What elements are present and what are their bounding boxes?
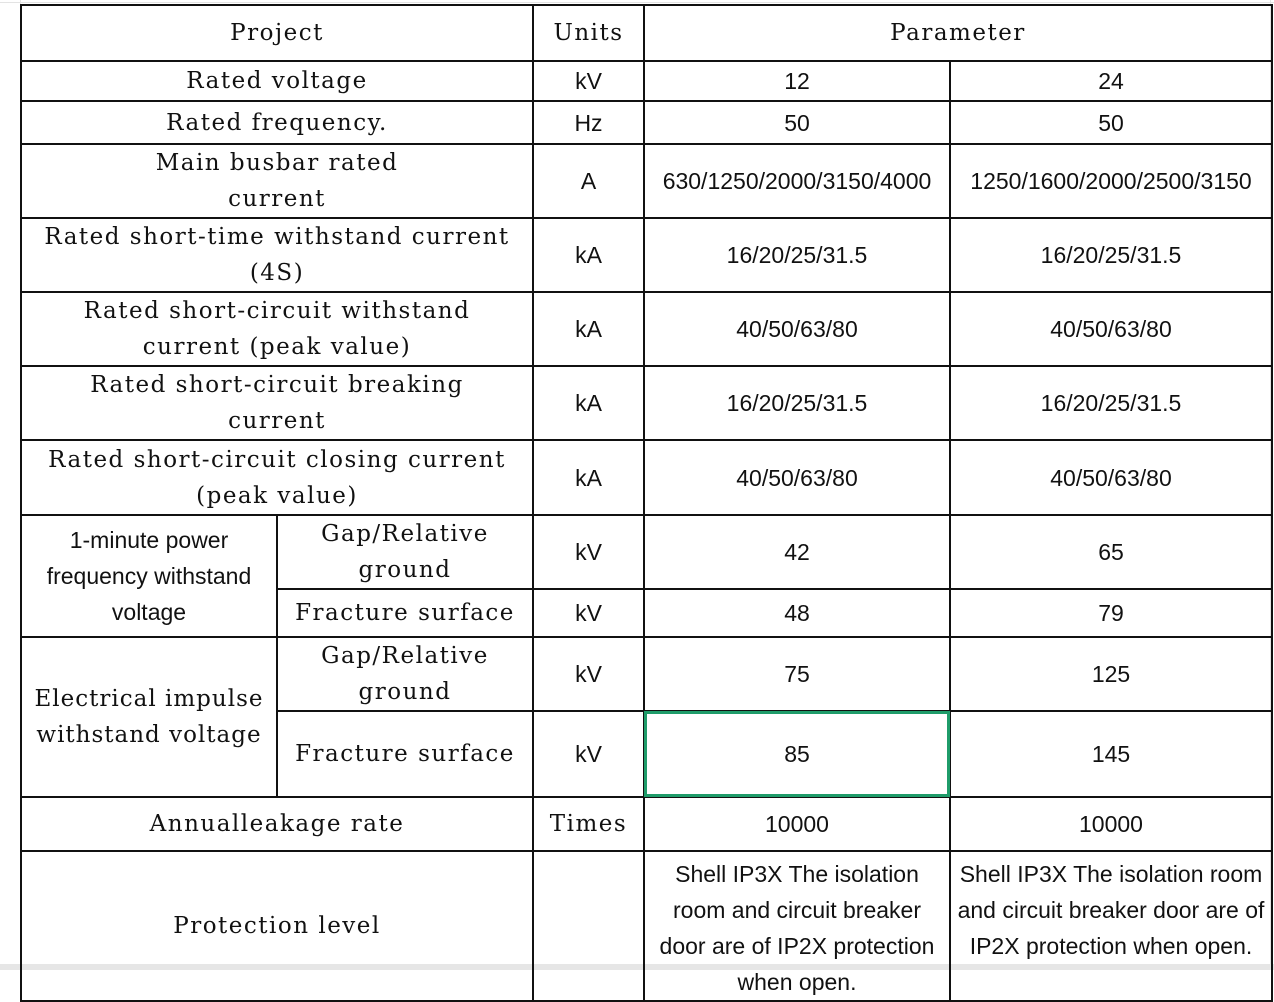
row-label[interactable]: Annualleakage rate <box>21 797 533 851</box>
units-cell[interactable]: kA <box>533 366 644 440</box>
value-24kv-cell[interactable]: 65 <box>950 515 1272 589</box>
row-label[interactable]: Main busbar rated current <box>21 144 533 218</box>
value-24kv-cell[interactable]: 24 <box>950 61 1272 101</box>
units-cell[interactable]: A <box>533 144 644 218</box>
value-12kv-cell[interactable]: 16/20/25/31.5 <box>644 218 950 292</box>
table-row <box>21 637 1272 711</box>
value-12kv-cell[interactable]: 10000 <box>644 797 950 851</box>
units-cell[interactable]: kV <box>533 515 644 589</box>
spec-table <box>20 4 1273 1002</box>
header-parameter[interactable]: Parameter <box>644 5 1272 61</box>
units-cell[interactable]: kA <box>533 218 644 292</box>
sub-label[interactable]: Fracture surface <box>277 589 533 637</box>
value-12kv-cell[interactable]: 50 <box>644 101 950 144</box>
value-24kv-cell[interactable]: 40/50/63/80 <box>950 292 1272 366</box>
value-12kv-cell[interactable]: 16/20/25/31.5 <box>644 366 950 440</box>
group-label-power-frequency[interactable]: 1-minute power frequency withstand voltage <box>21 515 277 637</box>
value-24kv-cell[interactable]: 16/20/25/31.5 <box>950 218 1272 292</box>
value-24kv-cell[interactable]: 79 <box>950 589 1272 637</box>
row-label[interactable]: Rated short-time withstand current (4S) <box>21 218 533 292</box>
value-12kv-cell[interactable]: 40/50/63/80 <box>644 440 950 515</box>
row-label[interactable]: Rated short-circuit withstand current (peak value) <box>21 292 533 366</box>
units-cell[interactable]: kA <box>533 440 644 515</box>
value-24kv-cell[interactable]: 10000 <box>950 797 1272 851</box>
selected-value-cell[interactable]: 85 <box>644 711 950 797</box>
header-project[interactable]: Project <box>21 5 533 61</box>
value-12kv-cell[interactable]: 42 <box>644 515 950 589</box>
units-cell[interactable]: Hz <box>533 101 644 144</box>
table-row <box>21 292 1272 366</box>
table-row <box>21 797 1272 851</box>
row-label[interactable]: Rated short-circuit closing current (peak value) <box>21 440 533 515</box>
row-label[interactable]: Rated short-circuit breaking current <box>21 366 533 440</box>
row-label[interactable]: Protection level <box>21 851 533 1001</box>
group-label-impulse[interactable]: Electrical impulse withstand voltage <box>21 637 277 797</box>
units-cell[interactable]: kV <box>533 711 644 797</box>
units-cell[interactable]: kV <box>533 637 644 711</box>
units-cell[interactable]: kV <box>533 589 644 637</box>
value-24kv-cell[interactable]: Shell IP3X The isolation room and circuit breaker door are of IP2X protection when open. <box>950 851 1272 1001</box>
value-12kv-cell[interactable]: 12 <box>644 61 950 101</box>
value-24kv-cell[interactable]: 50 <box>950 101 1272 144</box>
header-units[interactable]: Units <box>533 5 644 61</box>
value-24kv-cell[interactable]: 125 <box>950 637 1272 711</box>
value-12kv-cell[interactable]: 48 <box>644 589 950 637</box>
value-24kv-cell[interactable]: 16/20/25/31.5 <box>950 366 1272 440</box>
table-row <box>21 61 1272 101</box>
sub-label[interactable]: Fracture surface <box>277 711 533 797</box>
value-24kv-cell[interactable]: 145 <box>950 711 1272 797</box>
row-label[interactable]: Rated frequency. <box>21 101 533 144</box>
value-12kv-cell[interactable]: Shell IP3X The isolation room and circuit breaker door are of IP2X protection when open. <box>644 851 950 1001</box>
table-row <box>21 851 1272 1001</box>
table-row <box>21 144 1272 218</box>
units-cell[interactable]: kA <box>533 292 644 366</box>
table-row <box>21 101 1272 144</box>
table-row <box>21 366 1272 440</box>
header-row <box>21 5 1272 61</box>
table-row <box>21 515 1272 589</box>
row-label[interactable]: Rated voltage <box>21 61 533 101</box>
units-cell[interactable]: Times <box>533 797 644 851</box>
value-12kv-cell[interactable]: 75 <box>644 637 950 711</box>
value-24kv-cell[interactable]: 1250/1600/2000/2500/3150 <box>950 144 1272 218</box>
value-12kv-cell[interactable]: 40/50/63/80 <box>644 292 950 366</box>
value-12kv-cell[interactable]: 630/1250/2000/3150/4000 <box>644 144 950 218</box>
table-row <box>21 440 1272 515</box>
sheet-gridline <box>0 2 1274 3</box>
table-row <box>21 218 1272 292</box>
sub-label[interactable]: Gap/Relative ground <box>277 637 533 711</box>
value-24kv-cell[interactable]: 40/50/63/80 <box>950 440 1272 515</box>
units-cell[interactable]: kV <box>533 61 644 101</box>
sub-label[interactable]: Gap/Relative ground <box>277 515 533 589</box>
units-cell[interactable] <box>533 851 644 1001</box>
